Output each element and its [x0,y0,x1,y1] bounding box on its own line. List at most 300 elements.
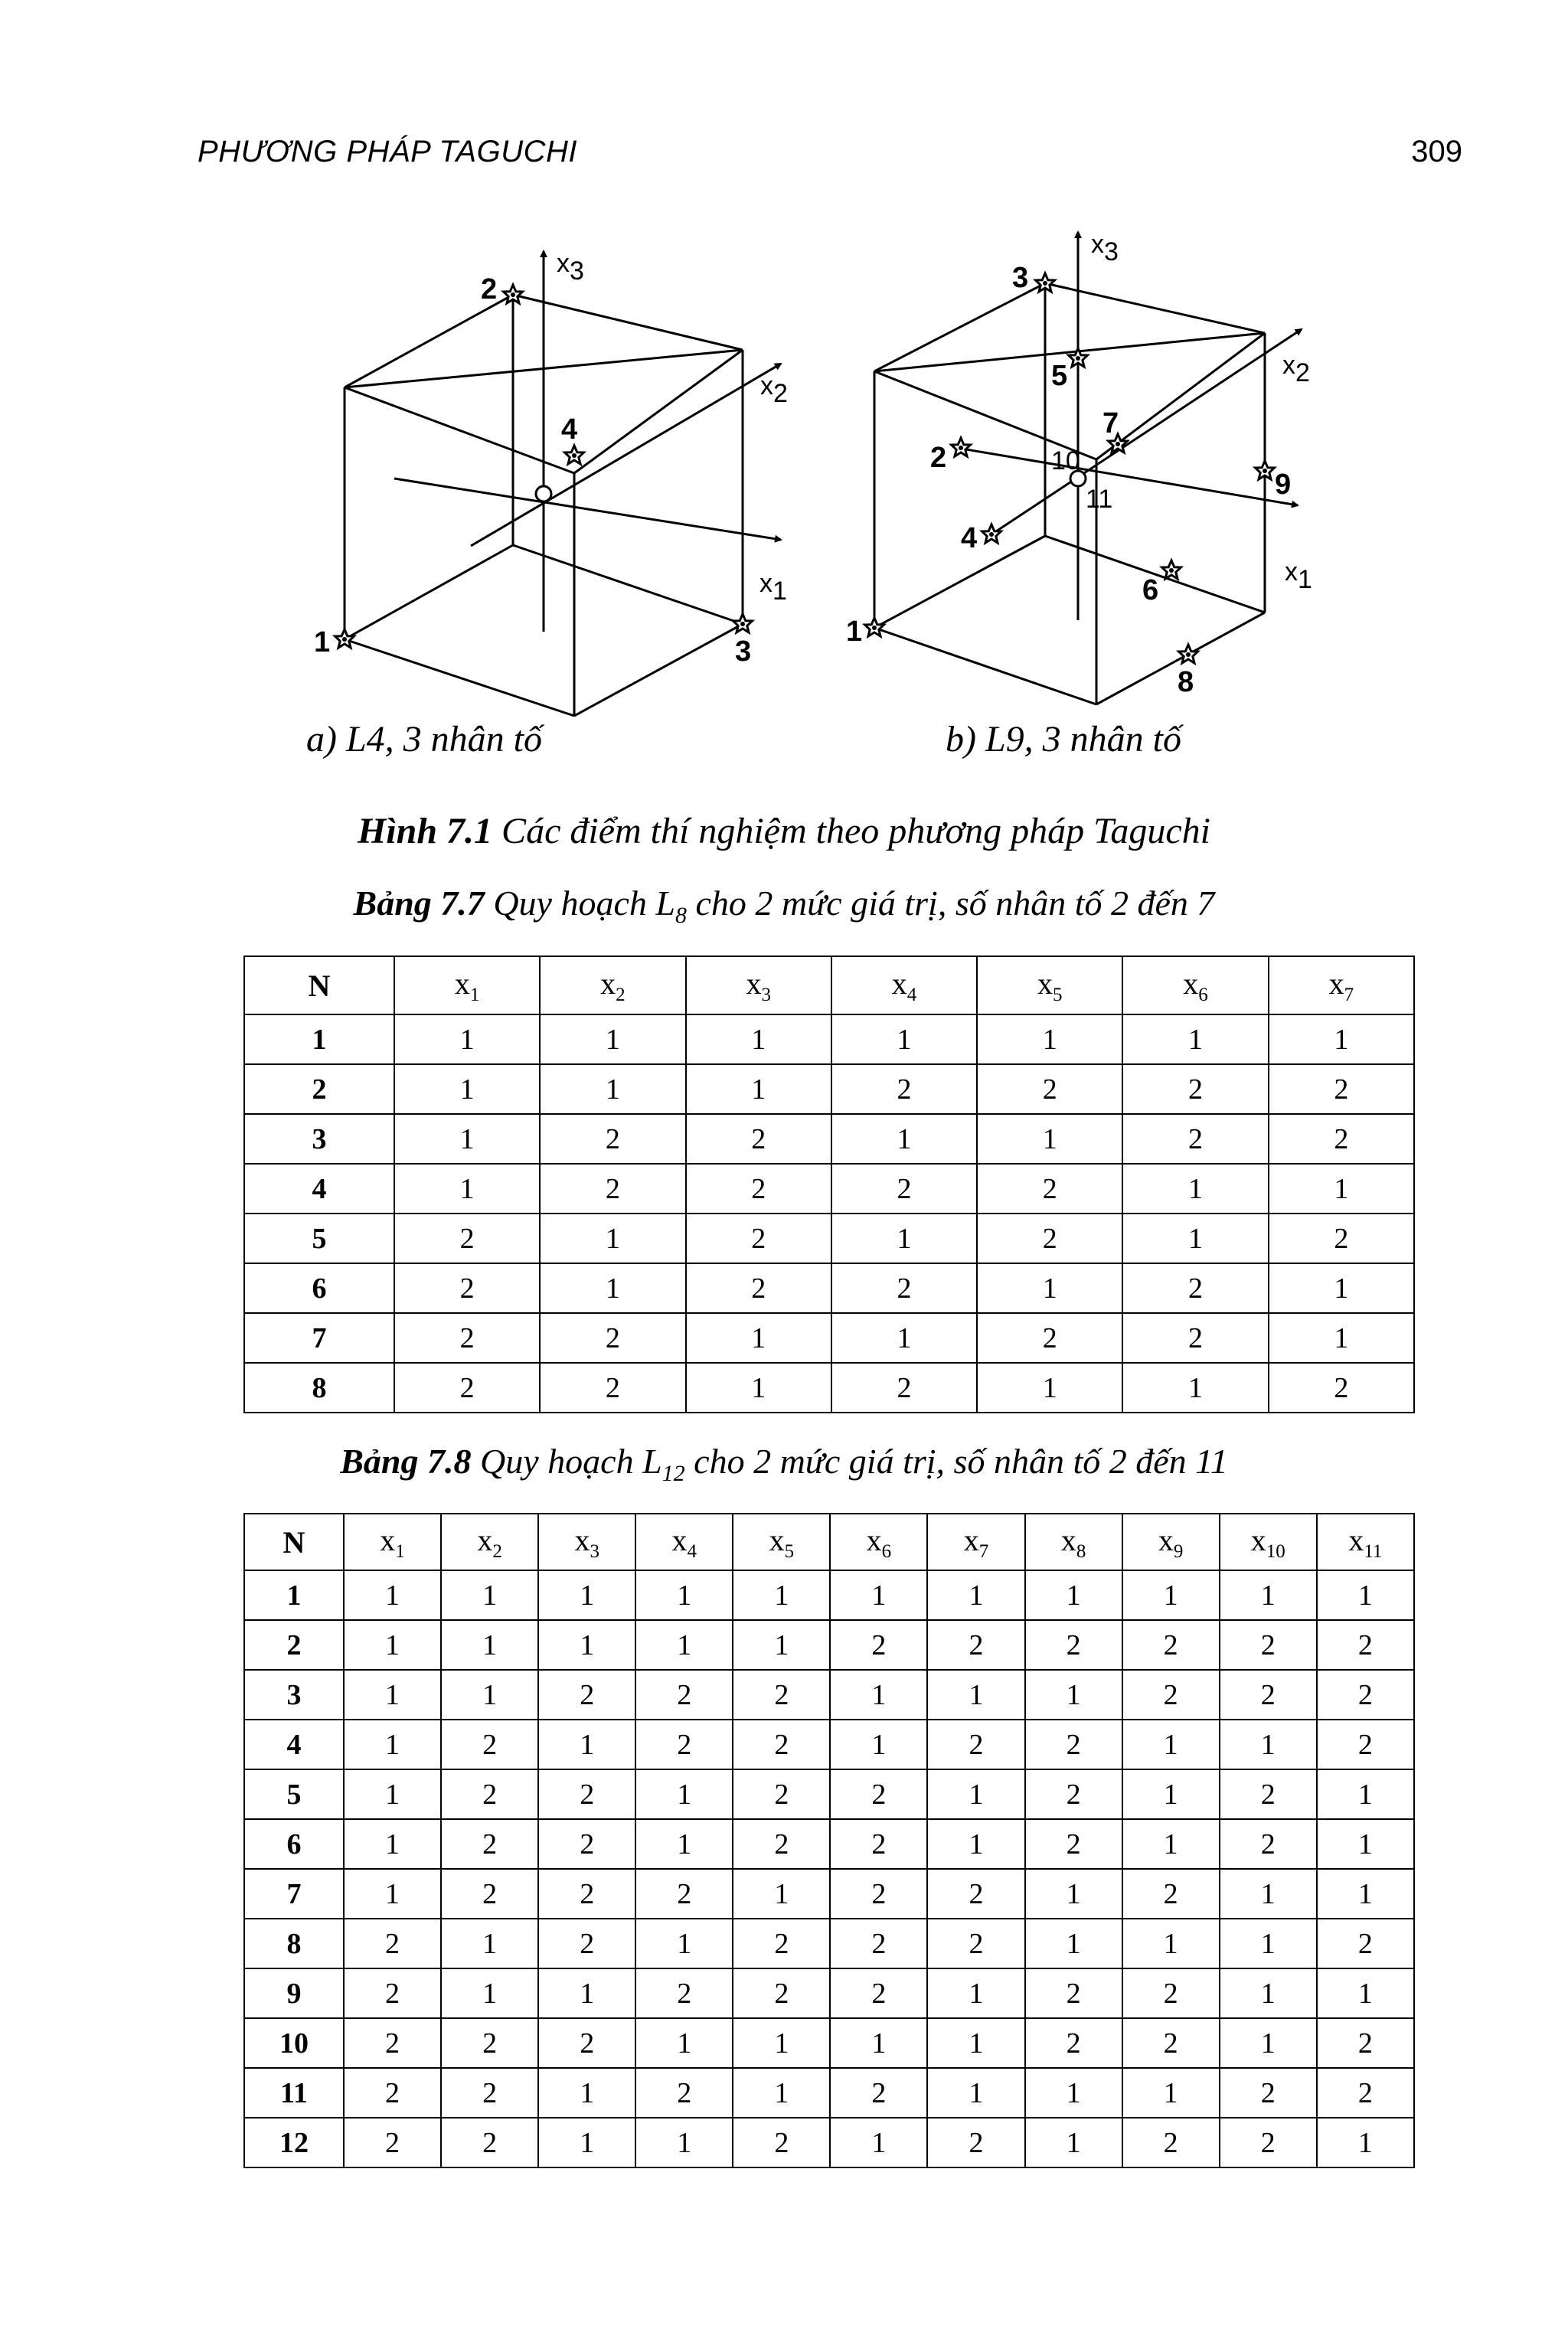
table-row [244,1064,1414,1114]
column-header-n: N [244,1514,344,1570]
level-cell: 2 [831,1064,977,1114]
column-header-x5: $x_5$ [977,956,1122,1014]
subfigure-caption-a: a) L4, 3 nhân tố [306,719,543,760]
level-cell: 2 [1317,1720,1414,1769]
level-cell: 1 [344,1720,441,1769]
level-cell: 2 [1122,1670,1220,1720]
level-cell: 1 [394,1064,540,1114]
point-label-3: 3 [1012,262,1029,294]
level-cell: 1 [830,1720,927,1769]
cube-l4 [314,249,788,716]
point-label-9: 9 [1275,469,1292,501]
level-cell: 2 [831,1164,977,1214]
row-number-cell: 1 [244,1014,394,1064]
level-cell: 1 [1122,1819,1220,1869]
level-cell: 1 [1025,1919,1122,1968]
level-cell: 2 [830,1919,927,1968]
point-label-6: 6 [1142,574,1159,606]
level-cell: 2 [394,1363,540,1413]
level-cell: 2 [927,1620,1024,1670]
row-number-cell: 7 [244,1869,344,1919]
level-cell: 2 [394,1214,540,1263]
level-cell: 1 [1122,1919,1220,1968]
header-row [244,956,1414,1014]
level-cell: 2 [686,1164,831,1214]
level-cell: 2 [1025,1720,1122,1769]
table-row [244,1968,1414,2018]
point-label-2: 2 [481,273,498,305]
row-number-cell: 2 [244,1064,394,1114]
level-cell: 2 [733,1819,830,1869]
row-number-cell: 10 [244,2018,344,2068]
row-number-cell: 11 [244,2068,344,2118]
level-cell: 2 [540,1114,685,1164]
level-cell: 1 [1317,1769,1414,1819]
center-point [536,486,551,501]
level-cell: 1 [1025,2118,1122,2167]
table-row [244,1363,1414,1413]
level-cell: 1 [1269,1014,1414,1064]
level-cell: 1 [1220,1919,1317,1968]
level-cell: 2 [1317,1670,1414,1720]
level-cell: 1 [1317,1968,1414,2018]
level-cell: 1 [927,1570,1024,1620]
column-header-x11: $x_{11}$ [1317,1514,1414,1570]
figure-7-1 [291,211,1363,762]
level-cell: 2 [977,1164,1122,1214]
level-cell: 1 [686,1313,831,1363]
level-cell: 1 [830,1570,927,1620]
figure-caption-label: Hình 7.1 [357,811,493,851]
level-cell: 1 [394,1164,540,1214]
level-cell: 1 [1122,1720,1220,1769]
point-6-marker [1162,560,1181,579]
level-cell: 2 [831,1263,977,1313]
level-cell: 1 [635,2018,733,2068]
level-cell: 1 [538,2068,635,2118]
level-cell: 2 [733,1670,830,1720]
level-cell: 2 [733,1968,830,2018]
level-cell: 2 [1122,1263,1268,1313]
level-cell: 1 [344,1819,441,1869]
point-label-1: 1 [846,616,863,648]
level-cell: 2 [1122,1114,1268,1164]
table-row [244,2068,1414,2118]
level-cell: 1 [441,1570,538,1620]
axis-label-x1: x1 [1285,557,1312,594]
table-row [244,1819,1414,1869]
level-cell: 2 [1269,1363,1414,1413]
figure-caption [0,810,1568,852]
level-cell: 2 [1317,2018,1414,2068]
cube-l9-axes [957,232,1302,620]
column-header-x8: $x_8$ [1025,1514,1122,1570]
level-cell: 2 [441,1769,538,1819]
row-number-cell: 5 [244,1769,344,1819]
point-label-10: 10 [1051,446,1080,475]
row-number-cell: 6 [244,1819,344,1869]
header-row [244,1514,1414,1570]
level-cell: 2 [538,2018,635,2068]
level-cell: 1 [1122,1363,1268,1413]
level-cell: 2 [394,1263,540,1313]
level-cell: 2 [1269,1214,1414,1263]
level-cell: 1 [538,2118,635,2167]
level-cell: 1 [540,1214,685,1263]
table-row [244,1670,1414,1720]
point-label-7: 7 [1102,407,1119,439]
level-cell: 2 [733,2118,830,2167]
level-cell: 1 [1317,1570,1414,1620]
cube-l9 [846,230,1312,704]
level-cell: 2 [344,1968,441,2018]
level-cell: 1 [344,1769,441,1819]
level-cell: 1 [635,2118,733,2167]
point-label-2: 2 [930,442,947,474]
axis-label-x2: x2 [1282,351,1310,387]
level-cell: 2 [686,1214,831,1263]
column-header-x9: $x_9$ [1122,1514,1220,1570]
level-cell: 2 [830,1769,927,1819]
level-cell: 1 [830,2118,927,2167]
level-cell: 2 [1025,1968,1122,2018]
level-cell: 1 [1317,2118,1414,2167]
point-label-1: 1 [314,626,331,658]
level-cell: 1 [540,1263,685,1313]
column-header-x6: $x_6$ [830,1514,927,1570]
cube-l9-edges [874,283,1265,704]
level-cell: 2 [1220,2068,1317,2118]
level-cell: 2 [441,2118,538,2167]
table-row [244,1313,1414,1363]
column-header-n: N [244,956,394,1014]
point-1-marker [335,629,354,648]
level-cell: 1 [977,1363,1122,1413]
level-cell: 1 [830,2018,927,2068]
level-cell: 2 [441,2068,538,2118]
level-cell: 1 [394,1014,540,1064]
level-cell: 1 [927,1819,1024,1869]
level-cell: 1 [1317,1819,1414,1869]
level-cell: 2 [927,1919,1024,1968]
point-2-marker [504,285,523,303]
level-cell: 1 [1220,1570,1317,1620]
figure-caption-text: Các điểm thí nghiệm theo phương pháp Taguchi [492,811,1211,851]
row-number-cell: 12 [244,2118,344,2167]
level-cell: 2 [1122,1968,1220,2018]
point-label-3: 3 [735,635,752,668]
level-cell: 1 [344,1620,441,1670]
level-cell: 2 [686,1114,831,1164]
level-cell: 1 [1025,2068,1122,2118]
level-cell: 1 [1269,1313,1414,1363]
level-cell: 1 [733,2018,830,2068]
level-cell: 2 [441,2018,538,2068]
level-cell: 2 [540,1363,685,1413]
level-cell: 1 [538,1620,635,1670]
level-cell: 1 [831,1214,977,1263]
row-number-cell: 3 [244,1114,394,1164]
level-cell: 2 [538,1769,635,1819]
running-title: PHƯƠNG PHÁP TAGUCHI [198,135,577,168]
level-cell: 1 [1269,1263,1414,1313]
table-row [244,1869,1414,1919]
level-cell: 1 [344,1570,441,1620]
level-cell: 2 [1025,1819,1122,1869]
point-4-marker [565,446,584,464]
column-header-x7: $x_7$ [927,1514,1024,1570]
level-cell: 2 [830,2068,927,2118]
table-row [244,1769,1414,1819]
level-cell: 2 [344,2068,441,2118]
table-7-8 [243,1513,1415,2168]
level-cell: 2 [1122,1064,1268,1114]
level-cell: 2 [441,1720,538,1769]
level-cell: 1 [538,1968,635,2018]
level-cell: 2 [394,1313,540,1363]
level-cell: 1 [1269,1164,1414,1214]
table-row [244,1014,1414,1064]
level-cell: 2 [830,1968,927,2018]
table-7-7-caption: Bảng 7.7 Quy hoạch $L_8$ cho 2 mức giá trị, số nhân tố 2 đến 7 [353,884,1215,929]
level-cell: 1 [635,1570,733,1620]
level-cell: 2 [635,2068,733,2118]
level-cell: 2 [635,1869,733,1919]
column-header-x4: $x_4$ [635,1514,733,1570]
level-cell: 1 [830,1670,927,1720]
level-cell: 2 [1220,1819,1317,1869]
point-4-marker [982,524,1001,543]
level-cell: 1 [1122,1014,1268,1064]
level-cell: 2 [927,1869,1024,1919]
column-header-x7: $x_7$ [1269,956,1414,1014]
level-cell: 2 [1220,1620,1317,1670]
table-7-7 [243,956,1415,1413]
level-cell: 2 [538,1670,635,1720]
axis-label-x2: x2 [760,371,788,408]
level-cell: 1 [635,1620,733,1670]
level-cell: 2 [830,1869,927,1919]
table-row [244,1570,1414,1620]
table-row [244,2018,1414,2068]
point-label-4: 4 [561,413,578,446]
row-number-cell: 5 [244,1214,394,1263]
level-cell: 2 [1122,1620,1220,1670]
cube-l4-axes [394,251,781,632]
level-cell: 2 [927,1720,1024,1769]
level-cell: 1 [1025,1869,1122,1919]
page-number: 309 [1411,135,1462,168]
level-cell: 2 [635,1968,733,2018]
level-cell: 1 [1220,2018,1317,2068]
level-cell: 2 [344,2018,441,2068]
level-cell: 1 [540,1014,685,1064]
table-row [244,1720,1414,1769]
column-header-x5: $x_5$ [733,1514,830,1570]
level-cell: 1 [394,1114,540,1164]
row-number-cell: 8 [244,1919,344,1968]
level-cell: 1 [977,1014,1122,1064]
table-7-8-caption: Bảng 7.8 Quy hoạch $L_{12}$ cho 2 mức giá trị, số nhân tố 2 đến 11 [340,1442,1228,1487]
row-number-cell: 4 [244,1720,344,1769]
level-cell: 2 [831,1363,977,1413]
column-header-x2: $x_2$ [441,1514,538,1570]
level-cell: 1 [441,1620,538,1670]
subfigure-caption-b: b) L9, 3 nhân tố [946,719,1182,760]
level-cell: 1 [1122,2068,1220,2118]
level-cell: 2 [1317,1919,1414,1968]
level-cell: 2 [927,2118,1024,2167]
level-cell: 1 [441,1919,538,1968]
table-row [244,1263,1414,1313]
level-cell: 1 [927,1968,1024,2018]
level-cell: 2 [733,1720,830,1769]
level-cell: 1 [733,2068,830,2118]
level-cell: 2 [1317,2068,1414,2118]
level-cell: 1 [977,1114,1122,1164]
level-cell: 2 [733,1919,830,1968]
level-cell: 2 [540,1313,685,1363]
level-cell: 1 [831,1313,977,1363]
row-number-cell: 8 [244,1363,394,1413]
point-label-4: 4 [961,522,978,554]
level-cell: 1 [344,1869,441,1919]
point-9-marker [1256,461,1275,479]
level-cell: 2 [977,1214,1122,1263]
level-cell: 2 [977,1313,1122,1363]
point-8-marker [1179,645,1198,663]
level-cell: 1 [686,1363,831,1413]
level-cell: 1 [441,1670,538,1720]
column-header-x1: $x_1$ [344,1514,441,1570]
level-cell: 1 [927,1670,1024,1720]
level-cell: 1 [831,1114,977,1164]
table-row [244,1164,1414,1214]
row-number-cell: 2 [244,1620,344,1670]
level-cell: 2 [635,1670,733,1720]
level-cell: 1 [733,1869,830,1919]
level-cell: 1 [1220,1968,1317,2018]
level-cell: 2 [1220,2118,1317,2167]
level-cell: 2 [441,1869,538,1919]
level-cell: 1 [686,1014,831,1064]
table-row [244,1214,1414,1263]
row-number-cell: 1 [244,1570,344,1620]
level-cell: 1 [635,1919,733,1968]
axis-label-x1: x1 [760,569,787,606]
level-cell: 1 [977,1263,1122,1313]
level-cell: 1 [927,1769,1024,1819]
point-2-marker [952,438,971,456]
level-cell: 1 [1220,1720,1317,1769]
level-cell: 2 [1025,1620,1122,1670]
level-cell: 1 [635,1819,733,1869]
level-cell: 2 [1269,1114,1414,1164]
level-cell: 1 [538,1720,635,1769]
table-row [244,1919,1414,1968]
level-cell: 2 [830,1620,927,1670]
level-cell: 2 [1220,1670,1317,1720]
point-label-8: 8 [1178,666,1194,698]
level-cell: 2 [1317,1620,1414,1670]
level-cell: 1 [831,1014,977,1064]
column-header-x6: $x_6$ [1122,956,1268,1014]
level-cell: 1 [635,1769,733,1819]
level-cell: 2 [1025,1769,1122,1819]
level-cell: 2 [635,1720,733,1769]
level-cell: 1 [733,1620,830,1670]
level-cell: 2 [733,1769,830,1819]
axis-label-x3: x3 [1091,230,1119,266]
level-cell: 2 [1025,2018,1122,2068]
level-cell: 2 [830,1819,927,1869]
level-cell: 2 [977,1064,1122,1114]
column-header-x4: $x_4$ [831,956,977,1014]
level-cell: 1 [1122,1164,1268,1214]
level-cell: 1 [1317,1869,1414,1919]
level-cell: 1 [1122,1769,1220,1819]
level-cell: 1 [686,1064,831,1114]
level-cell: 2 [686,1263,831,1313]
row-number-cell: 3 [244,1670,344,1720]
level-cell: 2 [1220,1769,1317,1819]
level-cell: 1 [927,2068,1024,2118]
point-label-5: 5 [1051,360,1068,392]
level-cell: 2 [1122,2118,1220,2167]
level-cell: 2 [1122,1313,1268,1363]
level-cell: 1 [733,1570,830,1620]
level-cell: 2 [538,1819,635,1869]
level-cell: 1 [441,1968,538,2018]
row-number-cell: 4 [244,1164,394,1214]
level-cell: 2 [344,2118,441,2167]
level-cell: 1 [344,1670,441,1720]
column-header-x3: $x_3$ [538,1514,635,1570]
level-cell: 2 [441,1819,538,1869]
level-cell: 1 [1122,1214,1268,1263]
column-header-x10: $x_{10}$ [1220,1514,1317,1570]
level-cell: 2 [1269,1064,1414,1114]
table-row [244,1114,1414,1164]
level-cell: 2 [344,1919,441,1968]
level-cell: 1 [1025,1570,1122,1620]
point-3-marker [1036,273,1055,292]
row-number-cell: 6 [244,1263,394,1313]
level-cell: 1 [1220,1869,1317,1919]
level-cell: 2 [1122,1869,1220,1919]
level-cell: 1 [927,2018,1024,2068]
row-number-cell: 9 [244,1968,344,2018]
column-header-x1: $x_1$ [394,956,540,1014]
table-row [244,2118,1414,2167]
level-cell: 1 [1122,1570,1220,1620]
axis-label-x3: x3 [557,249,584,286]
table-row [244,1620,1414,1670]
row-number-cell: 7 [244,1313,394,1363]
level-cell: 1 [1025,1670,1122,1720]
level-cell: 2 [540,1164,685,1214]
level-cell: 2 [538,1869,635,1919]
level-cell: 2 [1122,2018,1220,2068]
point-3-marker [733,614,753,632]
point-label-11: 11 [1086,485,1113,514]
column-header-x2: $x_2$ [540,956,685,1014]
level-cell: 1 [540,1064,685,1114]
point-1-marker [865,618,884,636]
level-cell: 1 [538,1570,635,1620]
column-header-x3: $x_3$ [686,956,831,1014]
level-cell: 2 [538,1919,635,1968]
